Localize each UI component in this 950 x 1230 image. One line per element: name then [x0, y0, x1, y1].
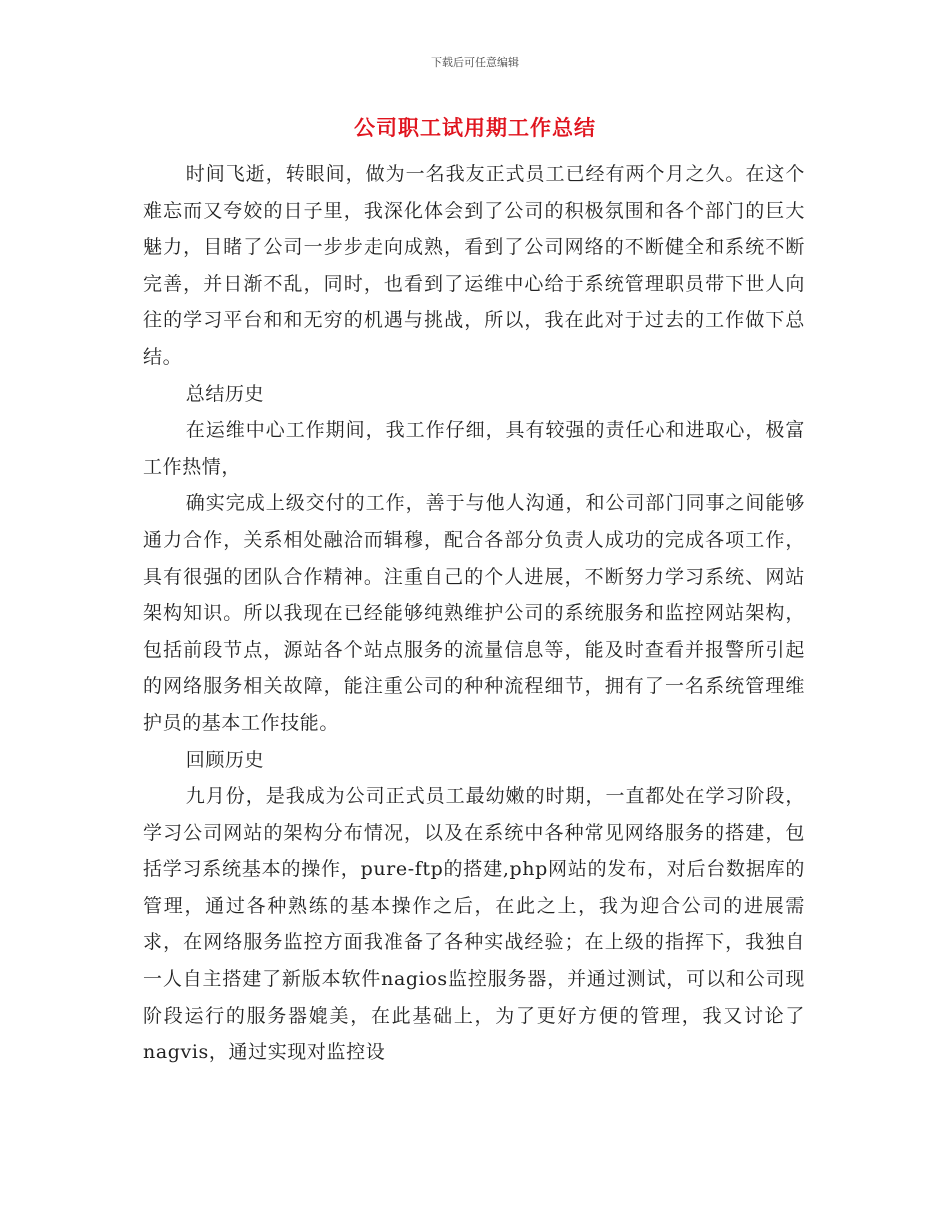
paragraph-intro: 时间飞逝，转眼间，做为一名我友正式员工已经有两个月之久。在这个难忘而又夸姣的日子里，我深化体会到了公司的积极氛围和各个部门的巨大魅力，目睹了公司一步步走向成熟，看到了公司网络的不断健全和系统不断完善，并日渐不乱，同时，也看到了运维中心给于系统管理职员带下世人向往的学习平台和和无穷的机遇与挑战，所以，我在此对于过去的工作做下总结。: [143, 163, 805, 368]
document-body: [143, 156, 805, 1071]
paragraph-review-1: 九月份，是我成为公司正式员工最幼嫩的时期，一直都处在学习阶段，学习公司网站的架构分布情况，以及在系统中各种常见网络服务的搭建，包括学习系统基本的操作，pure-ftp的搭建,php网站的发布，对后台数据库的管理，通过各种熟练的基本操作之后，在此之上，我为迎合公司的进展需求，在网络服务监控方面我准备了各种实战经验；在上级的指挥下，我独自一人自主搭建了新版本软件nagios监控服务器，并通过测试，可以和公司现阶段运行的服务器媲美，在此基础上，为了更好方便的管理，我又讨论了nagvis，通过实现对监控设: [143, 785, 805, 1064]
section-heading-review: 回顾历史: [185, 748, 265, 771]
header-note: 下载后可任意编辑: [431, 56, 519, 69]
document-title: 公司职工试用期工作总结: [354, 116, 596, 140]
section-heading-summary: 总结历史: [185, 382, 265, 405]
paragraph-summary-1: 在运维中心工作期间，我工作仔细，具有较强的责任心和进取心，极富工作热情，: [143, 419, 805, 478]
paragraph-summary-2: 确实完成上级交付的工作，善于与他人沟通，和公司部门同事之间能够通力合作，关系相处融洽而辑穆，配合各部分负责人成功的完成各项工作，具有很强的团队合作精神。注重自己的个人进展，不断努力学习系统、网站架构知识。所以我现在已经能够纯熟维护公司的系统服务和监控网站架构，包括前段节点，源站各个站点服务的流量信息等，能及时查看并报警所引起的网络服务相关故障，能注重公司的种种流程细节，拥有了一名系统管理维护员的基本工作技能。: [143, 492, 805, 734]
